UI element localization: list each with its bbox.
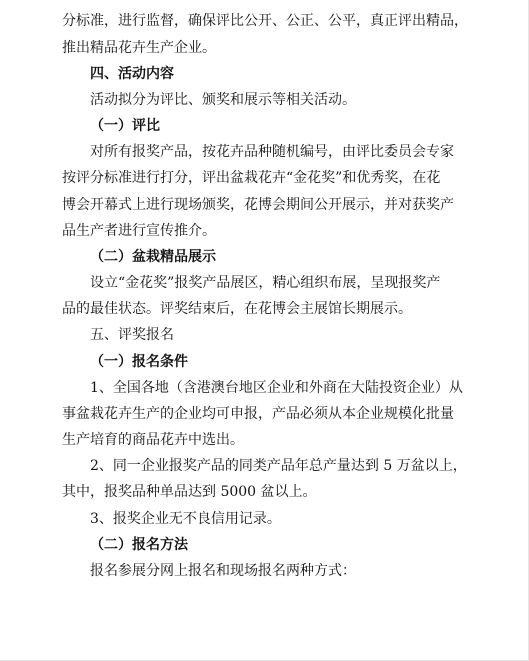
paragraph-line: 3、报奖企业无不良信用记录。 xyxy=(90,511,281,527)
paragraph-line: 设立“金花奖”报奖产品展区，精心组织布展，呈现报奖产 xyxy=(90,275,441,291)
section-heading: 四、活动内容 xyxy=(90,66,174,82)
subsection-heading: （二）盆栽精品展示 xyxy=(90,249,216,265)
paragraph-line: 事盆栽花卉生产的企业均可申报，产品必须从本企业规模化批量 xyxy=(62,406,454,422)
paragraph-line: 推出精品花卉生产企业。 xyxy=(62,40,216,56)
paragraph-line: 1、全国各地（含港澳台地区企业和外商在大陆投资企业）从 xyxy=(90,380,463,396)
paragraph-line: 对所有报奖产品，按花卉品种随机编号，由评比委员会专家 xyxy=(90,144,454,160)
paragraph-line: 分标准，进行监督，确保评比公开、公正、公平，真正评出精品， xyxy=(62,13,468,29)
subsection-heading: （一）报名条件 xyxy=(90,354,188,370)
paragraph-line: 品生产者进行宣传推介。 xyxy=(62,223,216,239)
paragraph-line: 其中，报奖品种单品达到 5000 盆以上。 xyxy=(62,484,317,500)
paragraph-line: 生产培育的商品花卉中选出。 xyxy=(62,432,244,448)
paragraph-line: 2、同一企业报奖产品的同类产品年总产量达到 5 万盆以上， xyxy=(90,458,467,474)
paragraph-line: 博会开幕式上进行现场颁奖，花博会期间公开展示，并对获奖产 xyxy=(62,197,454,213)
subsection-heading: （二）报名方法 xyxy=(90,537,188,553)
subsection-heading: （一）评比 xyxy=(90,118,160,134)
paragraph-line: 活动拟分为评比、颁奖和展示等相关活动。 xyxy=(90,92,356,108)
paragraph-line: 报名参展分网上报名和现场报名两种方式： xyxy=(90,563,356,579)
paragraph-line: 品的最佳状态。评奖结束后，在花博会主展馆长期展示。 xyxy=(62,301,412,317)
section-heading: 五、评奖报名 xyxy=(90,327,174,343)
paragraph-line: 按评分标准进行打分，评出盆栽花卉“金花奖”和优秀奖，在花 xyxy=(62,170,441,186)
